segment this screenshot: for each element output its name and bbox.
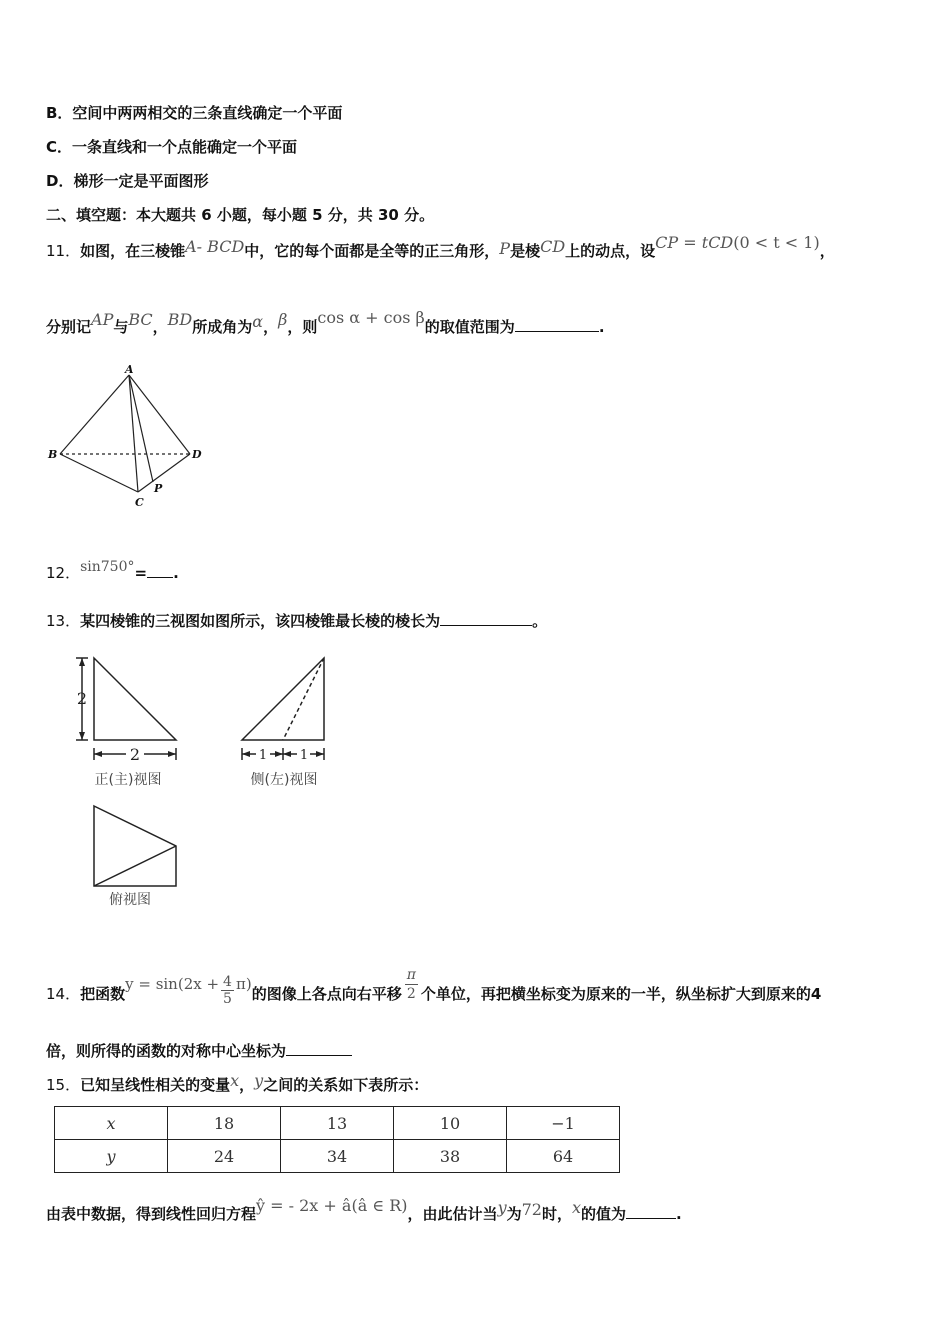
table-row <box>55 1140 620 1173</box>
q11-math-cp: CP = tCD <box>655 233 734 252</box>
caption-top: 俯视图 <box>109 892 151 908</box>
q13-answer-blank[interactable] <box>440 613 532 626</box>
front-dim-width: 2 <box>129 745 141 764</box>
caption-side: 侧(左)视图 <box>250 772 318 788</box>
q12-number: 12． <box>46 564 81 582</box>
q14-text: 个单位，再把横坐标变为原来的一半，纵坐标扩大到原来的 <box>420 985 811 1003</box>
table-cell: 64 <box>507 1140 620 1173</box>
q11-math-alpha: α <box>252 312 264 331</box>
table-cell: 18 <box>168 1107 281 1140</box>
q11-math-bd: BD <box>167 310 193 329</box>
tetrahedron-figure <box>40 362 220 512</box>
table-cell: y <box>55 1140 168 1173</box>
q12-text: . <box>173 564 179 582</box>
q14-shift-fraction <box>405 966 418 1003</box>
table-cell: 13 <box>281 1107 394 1140</box>
q11-number: 11． <box>46 242 81 260</box>
q15-math-domain: (â ∈ R) <box>351 1196 408 1215</box>
option-d: D．梯形一定是平面图形 <box>46 172 209 190</box>
q14-frac-den: 5 <box>223 991 232 1007</box>
table-cell: 34 <box>281 1140 394 1173</box>
option-c: C．一条直线和一个点能确定一个平面 <box>46 138 298 156</box>
q11-math-cd: CD <box>540 237 566 256</box>
q15-text: ， <box>239 1076 255 1094</box>
q14-shift-num: π <box>406 967 416 983</box>
q14-shift-den: 2 <box>406 986 416 1002</box>
q15-text: 已知呈线性相关的变量 <box>80 1076 231 1094</box>
q11-text: . <box>598 318 605 336</box>
q15-text: 为 <box>506 1205 522 1223</box>
label-c: C <box>135 496 144 509</box>
side-dim-a: 1 <box>258 748 268 763</box>
q14-line1 <box>46 967 822 1013</box>
q15-text: 的值为 <box>581 1205 627 1223</box>
table-cell: −1 <box>507 1107 620 1140</box>
table-cell: x <box>55 1107 168 1140</box>
q15-math-y: y <box>254 1071 264 1090</box>
q11-line2 <box>46 308 605 337</box>
section-heading: 二、填空题：本大题共 6 小题，每小题 5 分，共 30 分。 <box>46 206 435 224</box>
table-cell: 38 <box>394 1140 507 1173</box>
q13-number: 13． <box>46 612 81 630</box>
q14-math-pi: π) <box>235 975 252 993</box>
option-b: B．空间中两两相交的三条直线确定一个平面 <box>46 104 343 122</box>
q11-text: 上的动点，设 <box>565 242 656 260</box>
table-cell: 10 <box>394 1107 507 1140</box>
q12-answer-blank[interactable] <box>147 565 173 578</box>
q15-answer-blank[interactable] <box>626 1206 676 1219</box>
q11-math-cos: cos α + cos β <box>317 308 425 327</box>
edge-ab <box>60 375 129 454</box>
table-cell: 24 <box>168 1140 281 1173</box>
q11-text: 如图，在三棱锥 <box>80 242 186 260</box>
q11-math-bc: BC <box>128 310 153 329</box>
q11-text: 分别记 <box>46 318 92 336</box>
q14-text: 把函数 <box>80 985 126 1003</box>
q15-data-table <box>54 1106 620 1173</box>
q13-text: 某四棱锥的三视图如图所示，该四棱锥最长棱的棱长为 <box>80 612 441 630</box>
q15-text: 时， <box>541 1205 572 1223</box>
side-dim-b: 1 <box>299 748 309 763</box>
q15-text: 之间的关系如下表所示： <box>263 1076 429 1094</box>
q11-text: 与 <box>113 318 129 336</box>
table-row <box>55 1107 620 1140</box>
caption-front: 正(主)视图 <box>94 772 162 788</box>
label-b: B <box>48 448 58 461</box>
front-dim-height: 2 <box>76 689 88 708</box>
q11-text: 所成角为 <box>192 318 253 336</box>
q11-answer-blank[interactable] <box>515 319 599 332</box>
q12-text: = <box>134 564 148 582</box>
q15-text: ，由此估计当 <box>407 1205 498 1223</box>
q13-text: 。 <box>532 612 548 630</box>
side-view-triangle <box>242 658 324 740</box>
q15-number: 15． <box>46 1076 81 1094</box>
q11-text: ，则 <box>287 318 318 336</box>
q11-text: ， <box>263 318 279 336</box>
q14-math-func: y = sin(2x + <box>125 975 220 993</box>
q11-math-pyramid: A- BCD <box>185 237 245 256</box>
q15-text: . <box>676 1205 682 1223</box>
q15-math-regression: ŷ = - 2x + â <box>256 1196 352 1215</box>
edge-bc <box>60 454 138 492</box>
q14-frac-num: 4 <box>223 974 232 990</box>
q15-text: 由表中数据，得到线性回归方程 <box>46 1205 257 1223</box>
q14-text: 4 <box>810 985 822 1003</box>
q11-line1 <box>46 233 835 261</box>
q14-fraction <box>221 974 234 1007</box>
q11-math-beta: β <box>278 310 288 329</box>
q11-text: 的取值范围为 <box>424 318 515 336</box>
edge-cd <box>138 454 190 492</box>
q11-text: 是棱 <box>510 242 541 260</box>
q11-text: 中，它的每个面都是全等的正三角形， <box>244 242 500 260</box>
label-p: P <box>154 482 163 495</box>
label-d: D <box>192 448 202 461</box>
q14-answer-blank[interactable] <box>286 1043 352 1056</box>
q11-text: ， <box>152 318 168 336</box>
q11-math-ap: AP <box>91 310 114 329</box>
q11-math-range: (0 < t < 1) <box>733 233 820 252</box>
q14-text: 的图像上各点向右平移 <box>251 985 402 1003</box>
q14-text: 倍，则所得的函数的对称中心坐标为 <box>46 1042 287 1060</box>
q15-line2 <box>46 1196 682 1224</box>
front-view-triangle <box>94 658 176 740</box>
q12-line <box>46 559 179 583</box>
q12-math-sin: sin750° <box>80 559 135 575</box>
q15-math-x2: x <box>572 1198 582 1217</box>
label-a: A <box>125 363 134 376</box>
q14-line2 <box>46 1040 352 1061</box>
q14-number: 14． <box>46 985 81 1003</box>
q15-math-x: x <box>230 1071 240 1090</box>
q15-math-y2: y <box>497 1198 507 1217</box>
three-views-figure <box>70 648 350 918</box>
q15-line1 <box>46 1071 429 1095</box>
q11-math-p: P <box>499 239 511 258</box>
q11-text: ， <box>819 242 835 260</box>
top-view-quad <box>94 806 176 886</box>
q13-line <box>46 610 547 631</box>
q15-math-72: 72 <box>521 1200 542 1219</box>
